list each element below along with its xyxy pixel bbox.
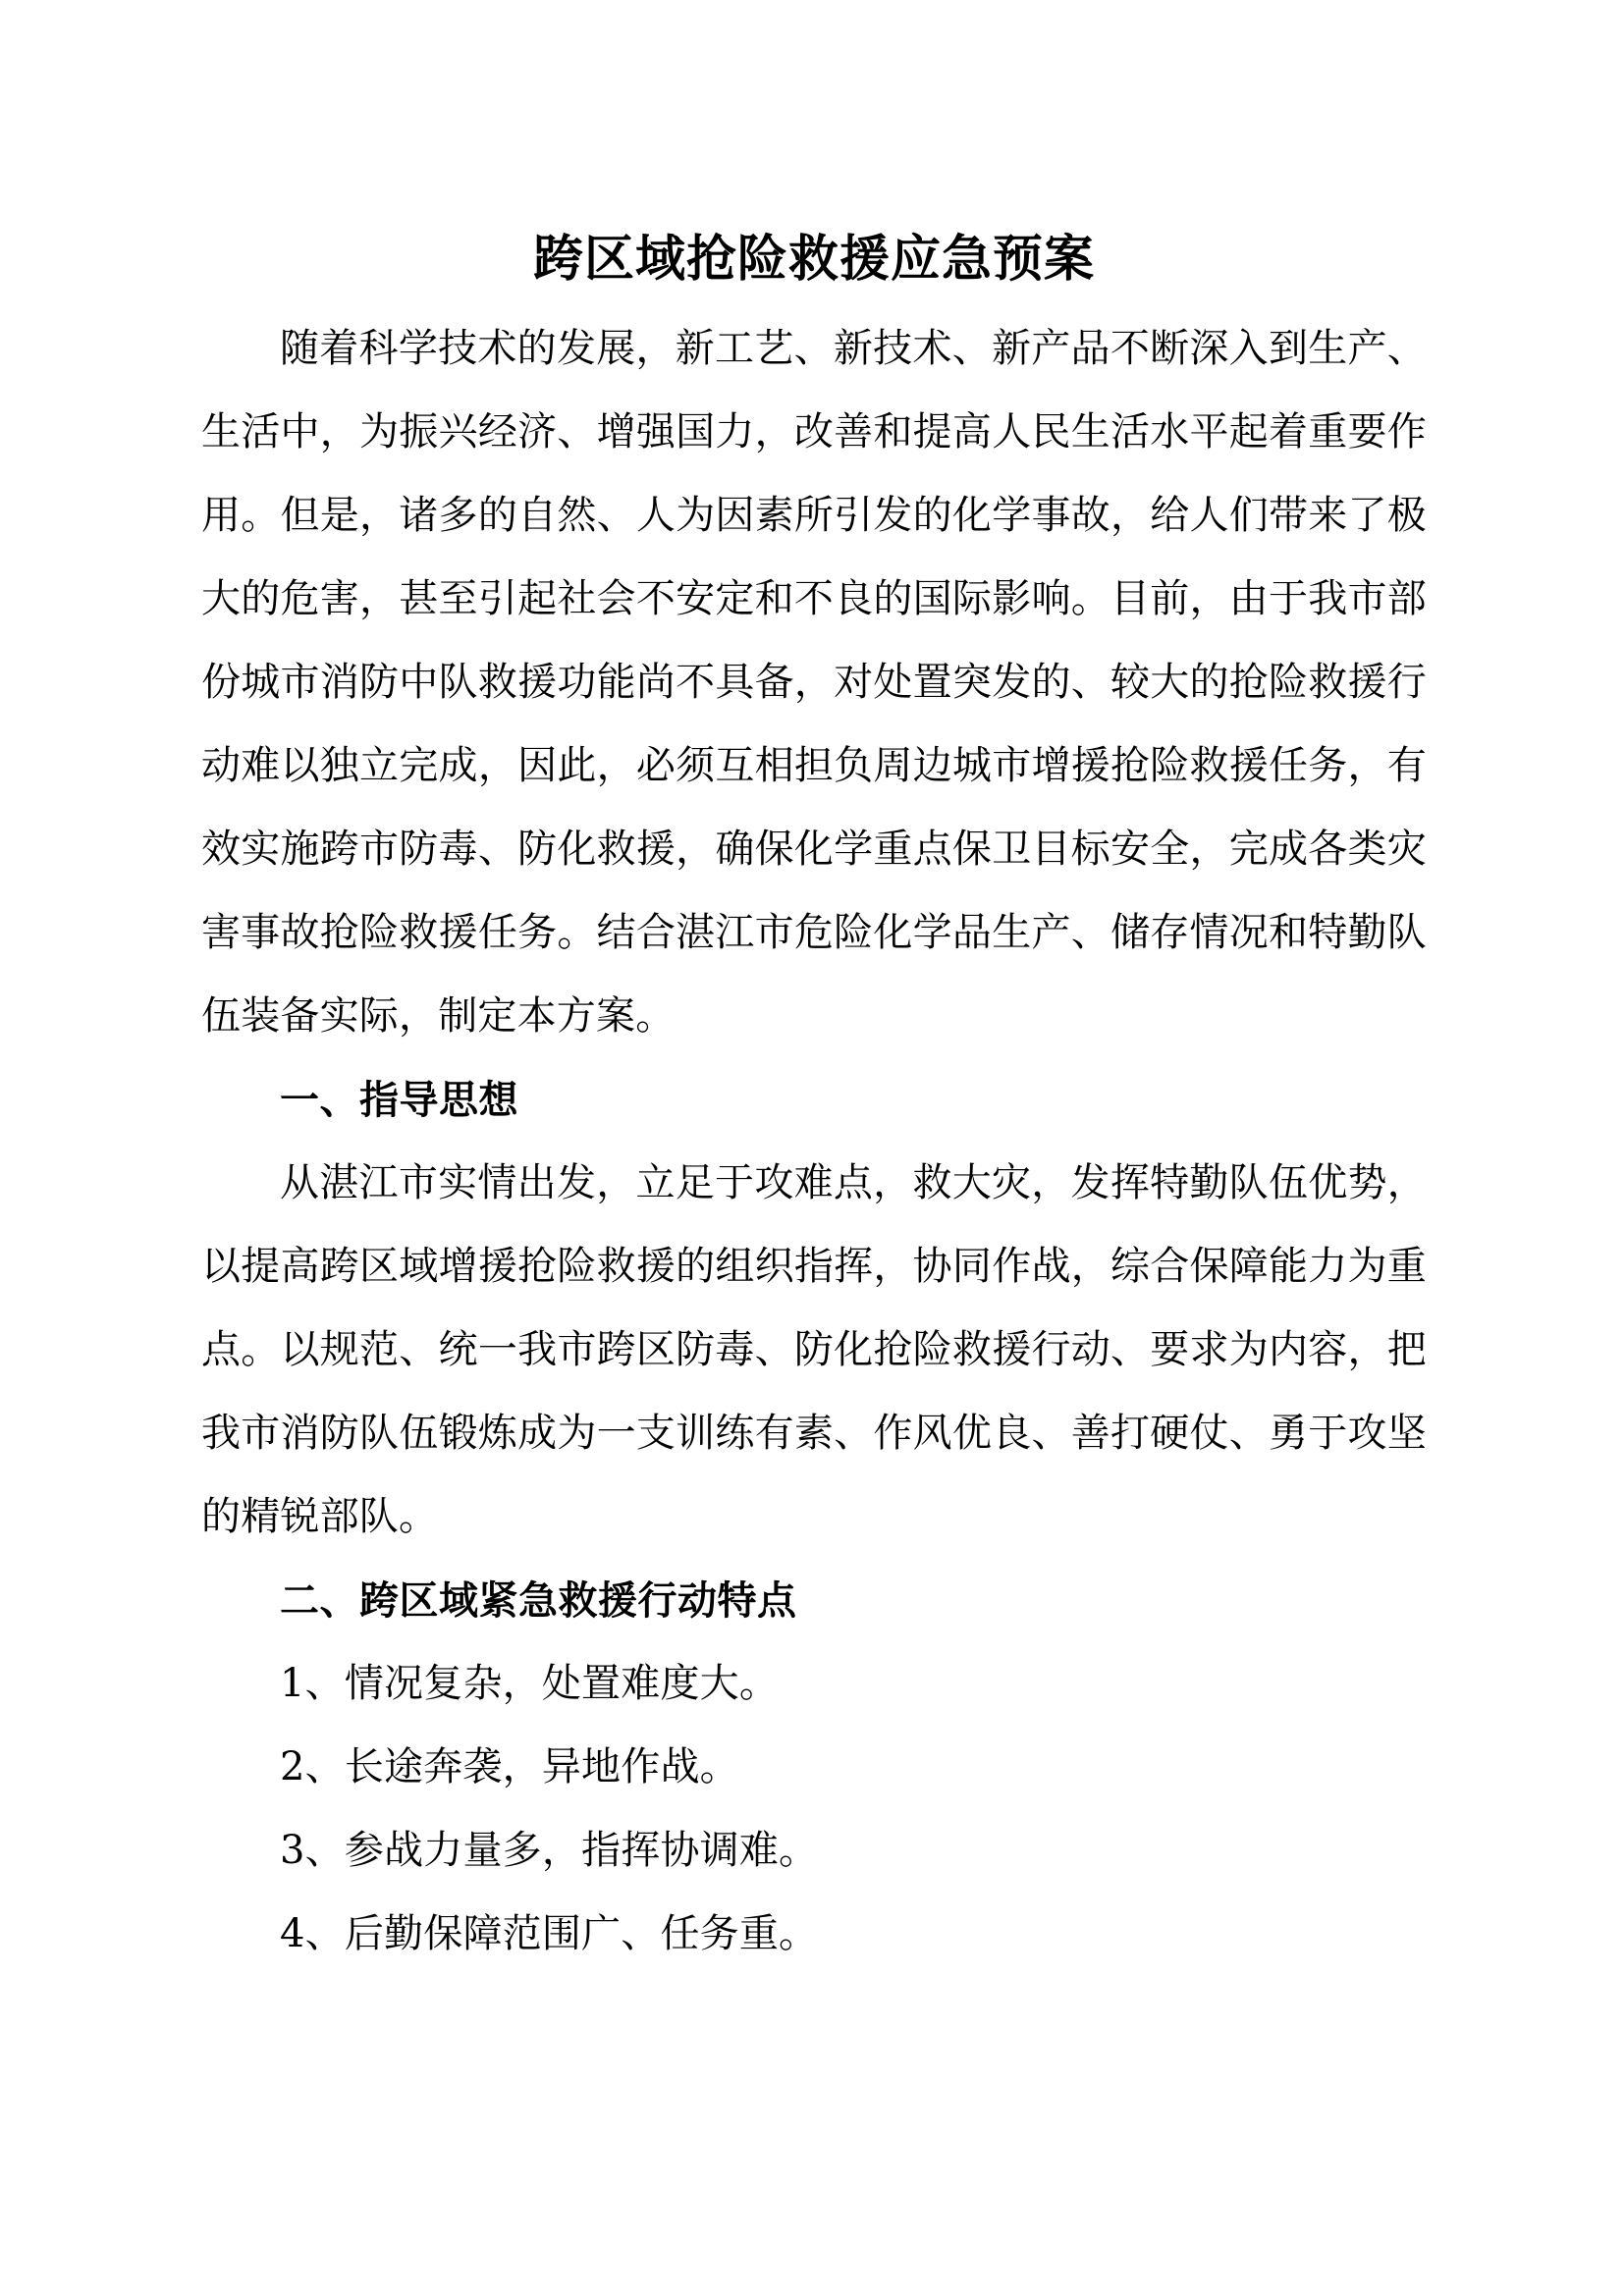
section-heading-2: 二、跨区域紧急救援行动特点	[280, 1577, 797, 1625]
section-paragraph-1: 从湛江市实情出发，立足于攻难点，救大灾，发挥特勤队伍优势，以提高跨区域增援抢险救援的组织指挥，协同作战，综合保障能力为重点。以规范、统一我市跨区防毒、防化抢险救援行动、要求为内容，把我市消防队伍锻炼成为一支训练有素、作风优良、善打硬仗、勇于攻坚的精锐部队。	[201, 1160, 1427, 1540]
list-item: 4、后勤保障范围广、任务重。	[280, 1911, 819, 1957]
document-content	[201, 228, 1427, 1976]
intro-paragraph: 随着科学技术的发展，新工艺、新技术、新产品不断深入到生产、生活中，为振兴经济、增强国力，改善和提高人民生活水平起着重要作用。但是，诸多的自然、人为因素所引发的化学事故，给人们带来了极大的危害，甚至引起社会不安定和不良的国际影响。目前，由于我市部份城市消防中队救援功能尚不具备，对处置突发的、较大的抢险救援行动难以独立完成，因此，必须互相担负周边城市增援抢险救援任务，有效实施跨市防毒、防化救援，确保化学重点保卫目标安全，完成各类灾害事故抢险救援任务。结合湛江市危险化学品生产、储存情况和特勤队伍装备实际，制定本方案。	[201, 326, 1427, 1040]
list-item: 2、长途奔袭，异地作战。	[280, 1744, 739, 1790]
list-item: 1、情况复杂，处置难度大。	[280, 1661, 780, 1707]
page-title: 跨区域抢险救援应急预案	[532, 230, 1095, 289]
feature-list	[201, 1642, 1427, 1976]
list-item: 3、参战力量多，指挥协调难。	[280, 1828, 819, 1874]
section-heading-1: 一、指导思想	[280, 1077, 518, 1124]
